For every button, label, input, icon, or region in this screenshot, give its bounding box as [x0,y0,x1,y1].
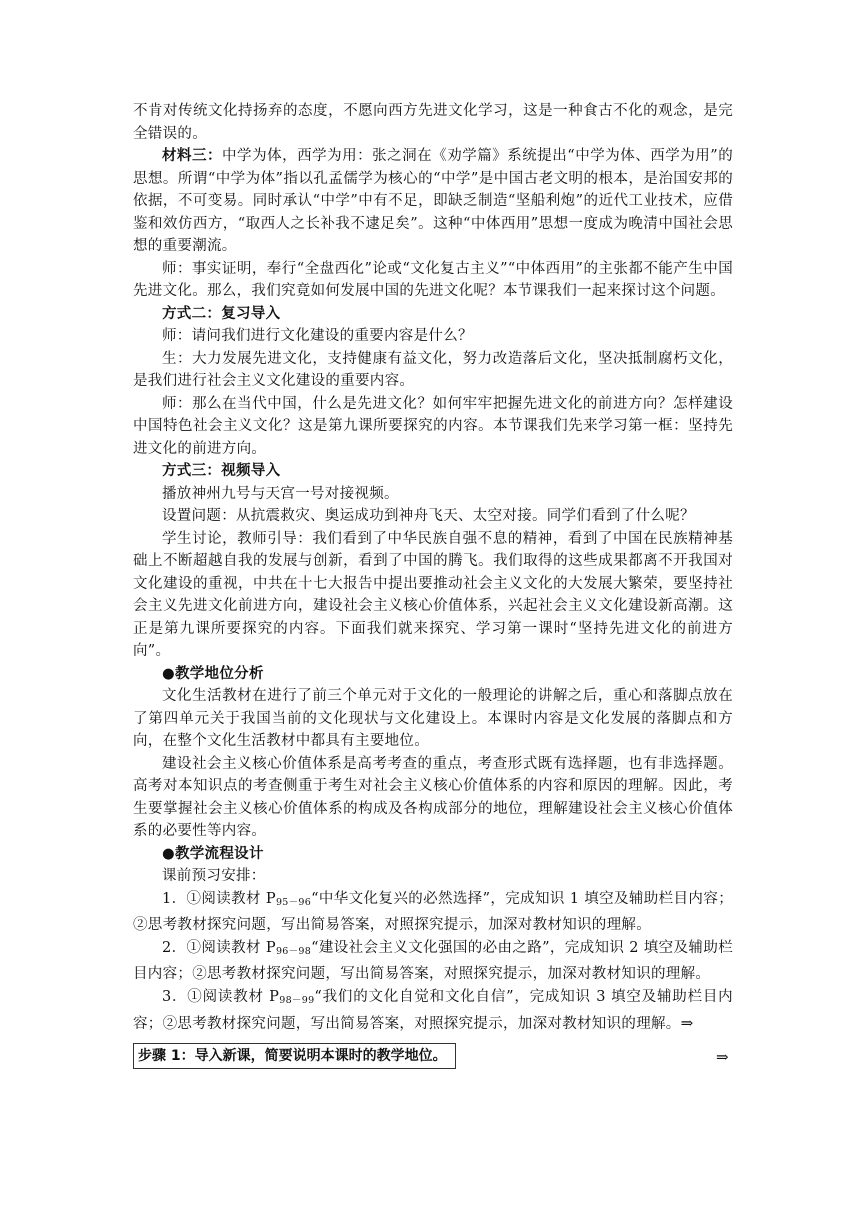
paragraph-question-setup: 设置问题：从抗震救灾、奥运成功到神舟飞天、太空对接。同学们看到了什么呢？ [162,508,695,524]
paragraph-student-answer: 生：大力发展先进文化，支持健康有益文化，努力改造落后文化，坚决抵制腐朽文化，是我们进行社会主义文化建设的重要内容。 [133,350,733,389]
list-item-one: 1．①阅读教材 $P_{95-96}“$中华文化复兴的必然选择”，完成知识 1 填空及辅助栏目内容；②思考教材探究问题，写出简易答案，对照探究提示，加深对教材知识的理解。 [133,890,733,933]
material-three-label: 材料三： [162,147,223,164]
arrow-right-icon: ⇒ [716,1048,729,1066]
document-body [133,100,733,1036]
paragraph-continued: 不肯对传统文化持扬弃的态度，不愿向西方先进文化学习，这是一种食古不化的观念，是完全错误的。 [133,103,733,142]
paragraph-material-three [133,145,733,258]
heading-teaching-position: ●教学地位分析 [162,664,264,682]
paragraph-position-one: 文化生活教材在进行了前三个单元对于文化的一般理论的讲解之后，重心和落脚点放在了第四单元关于我国当前的文化现状与文化建设上。本课时内容是文化发展的落脚点和方向，在整个文化生活教材中都具有主要地位。 [133,688,733,749]
paragraph-video: 播放神州九号与天宫一号对接视频。 [162,485,399,502]
paragraph-teacher-question: 师：请问我们进行文化建设的重要内容是什么？ [162,328,473,344]
list-item-three: 3．①阅读教材 $P_{98-99}“$我们的文化自觉和文化自信”，完成知识 3 填空及辅助栏目内容；②思考教材探究问题，写出简易答案，对照探究提示，加深对教材知识的理解。⇒ [133,988,733,1032]
heading-method-two: 方式二：复习导入 [162,304,281,322]
arrow-right-icon: ⇒ [680,1014,694,1032]
paragraph-preview-arrangement: 课前预习安排： [162,868,266,884]
paragraph-position-two: 建设社会主义核心价值体系是高考考查的重点，考查形式既有选择题，也有非选择题。高考对本知识点的考查侧重于考生对社会主义核心价值体系的内容和原因的理解。因此，考生要掌握社会主义核心价值体系的构成及各构成部分的地位，理解建设社会主义核心价值体系的必要性等内容。 [133,755,733,839]
step-one-box: 步骤 1：导入新课，简要说明本课时的教学地位。 [133,1043,456,1069]
material-three-text: 中学为体，西学为用：张之洞在《劝学篇》系统提出“中学为体、西学为用”的思想。所谓“中学为体”指以孔孟儒学为核心的“中学”是中国古老文明的根本，是治国安邦的依据，不可变易。同时承认“中学”中有不足，即缺乏制造“坚船利炮”的近代工业技术，应借鉴和效仿西方，“取西人之长补我不逮足矣”。这种“中体西用”思想一度成为晚清中国社会思想的重要潮流。 [133,148,733,254]
list-item-two: 2．①阅读教材 $P_{96-98}“$建设社会主义文化强国的必由之路”，完成知识 2 填空及辅助栏目内容；②思考教材探究问题，写出简易答案，对照探究提示，加深对教材知识的理解。 [133,939,733,982]
paragraph-teacher-intro: 师：那么在当代中国，什么是先进文化？如何牢牢把握先进文化的前进方向？怎样建设中国特色社会主义文化？这是第九课所要探究的内容。本节课我们先来学习第一框：坚持先进文化的前进方向。 [133,395,733,457]
heading-teaching-flow: ●教学流程设计 [162,844,264,862]
paragraph-discussion: 学生讨论，教师引导：我们看到了中华民族自强不息的精神，看到了中国在民族精神基础上不断超越自我的发展与创新，看到了中国的腾飞。我们取得的这些成果都离不开我国对文化建设的重视，中共在十七大报告中提出要推动社会主义文化的大发展大繁荣，要坚持社会主义先进文化前进方向，建设社会主义核心价值体系，兴起社会主义文化建设新高潮。这正是第九课所要探究的内容。下面我们就来探究、学习第一课时“坚持先进文化的前进方向”。 [133,530,733,659]
heading-method-three: 方式三：视频导入 [162,462,281,479]
paragraph-teacher-conclusion: 师：事实证明，奉行“全盘西化”论或“文化复古主义”“中体西用”的主张都不能产生中国先进文化。那么，我们究竟如何发展中国的先进文化呢？本节课我们一起来探讨这个问题。 [133,260,733,299]
